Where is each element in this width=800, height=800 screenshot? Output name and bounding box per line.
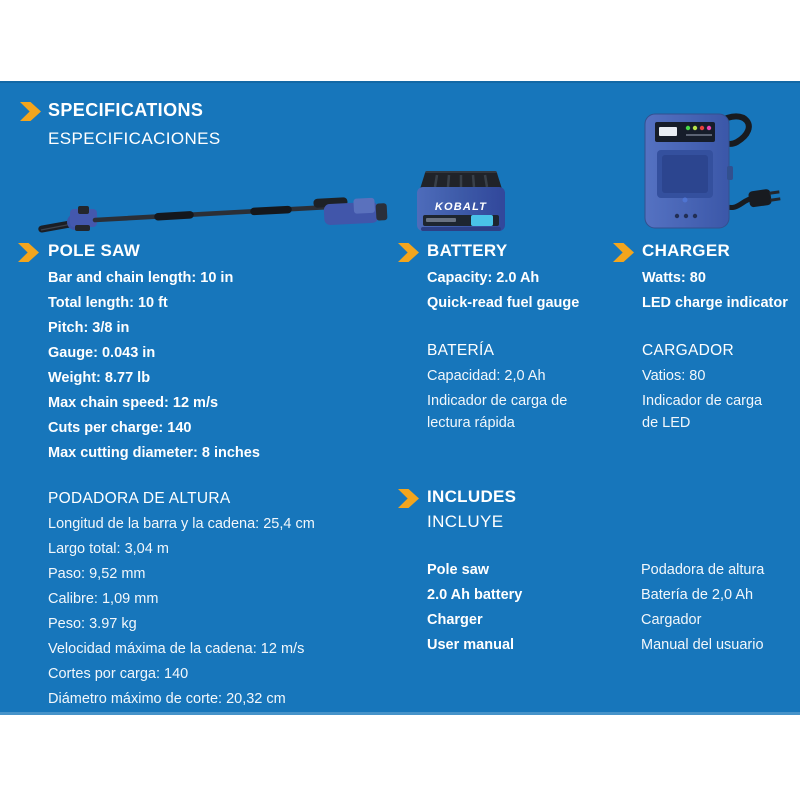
includes-item-es: Cargador — [641, 612, 702, 628]
includes-list-en — [427, 560, 522, 660]
pole-saw-section-title: POLE SAW — [48, 241, 141, 260]
battery-specs-en — [427, 268, 579, 318]
power-plug — [748, 187, 781, 207]
battery-section-title: BATTERY — [427, 241, 508, 260]
includes-item-es: Manual del usuario — [641, 637, 764, 653]
battery-specs-es — [427, 366, 579, 438]
charger-specs-en — [642, 268, 788, 318]
battery-spec-line-es: Capacidad: 2,0 Ah — [427, 368, 546, 384]
pole-saw-specs-en — [48, 268, 260, 468]
pole-saw-spec-line-es: Longitud de la barra y la cadena: 25,4 cm — [48, 516, 315, 532]
battery-image — [413, 169, 509, 235]
charger-spec-line-es: Vatios: 80 — [642, 368, 706, 384]
charger-spec-line-es: Indicador de carga de LED — [642, 393, 763, 431]
battery-spec-line-es: Indicador de carga de lectura rápida — [427, 393, 568, 431]
includes-list-es — [641, 560, 764, 660]
includes-subtitle: INCLUYE — [427, 512, 504, 531]
pole-saw-spec-line: Bar and chain length: 10 in — [48, 270, 234, 286]
charger-specs-es — [642, 366, 779, 438]
charger-image — [641, 108, 783, 234]
capacity-badge — [471, 215, 493, 226]
pole-saw-spec-line: Pitch: 3/8 in — [48, 320, 130, 336]
pole-saw-specs-es — [48, 514, 315, 714]
includes-item-en: User manual — [427, 637, 515, 653]
charger-section-title-es: CARGADOR — [642, 342, 734, 359]
pole-saw-spec-line-es: Velocidad máxima de la cadena: 12 m/s — [48, 641, 305, 657]
pole-saw-spec-line-es: Cortes por carga: 140 — [48, 666, 189, 682]
pole-saw-spec-line: Weight: 8.77 lb — [48, 370, 151, 386]
charger-spec-line: Watts: 80 — [642, 270, 706, 286]
includes-title: INCLUDES — [427, 487, 517, 506]
pole-saw-spec-line: Max cutting diameter: 8 inches — [48, 445, 260, 461]
battery-section-title-es: BATERÍA — [427, 342, 495, 359]
charger-spec-line: LED charge indicator — [642, 295, 788, 311]
grip-section — [158, 215, 190, 217]
pole-saw-spec-line-es: Largo total: 3,04 m — [48, 541, 169, 557]
battery-spec-line: Quick-read fuel gauge — [427, 295, 580, 311]
includes-item-es: Batería de 2,0 Ah — [641, 587, 754, 603]
charger-logo-mark — [659, 127, 677, 136]
pole-saw-spec-line: Gauge: 0.043 in — [48, 345, 156, 361]
grip-section — [254, 210, 288, 212]
kobalt-logo-text: KOBALT — [434, 201, 488, 213]
includes-item-en: 2.0 Ah battery — [427, 587, 523, 603]
includes-item-en: Pole saw — [427, 562, 490, 578]
pole-saw-spec-line: Max chain speed: 12 m/s — [48, 395, 219, 411]
includes-item-es: Podadora de altura — [641, 562, 765, 578]
saw-motor-head — [67, 206, 97, 231]
battery-spec-line: Capacity: 2.0 Ah — [427, 270, 540, 286]
specifications-subtitle: ESPECIFICACIONES — [48, 129, 221, 148]
pole-saw-spec-line-es: Diámetro máximo de corte: 20,32 cm — [48, 691, 286, 707]
pole-saw-section-title-es: PODADORA DE ALTURA — [48, 490, 231, 507]
pole-saw-spec-line-es: Paso: 9,52 mm — [48, 566, 146, 582]
pole-saw-spec-line: Total length: 10 ft — [48, 295, 168, 311]
pole-saw-image — [38, 194, 390, 240]
rear-handle-assembly — [313, 195, 387, 226]
specifications-title: SPECIFICATIONS — [48, 100, 204, 120]
pole-shaft — [95, 207, 330, 220]
charger-section-title: CHARGER — [642, 241, 731, 260]
pole-saw-spec-line-es: Peso: 3.97 kg — [48, 616, 137, 632]
includes-item-en: Charger — [427, 612, 483, 628]
pole-saw-spec-line: Cuts per charge: 140 — [48, 420, 192, 436]
charger-led-indicators — [655, 122, 715, 142]
pole-saw-spec-line-es: Calibre: 1,09 mm — [48, 591, 159, 607]
